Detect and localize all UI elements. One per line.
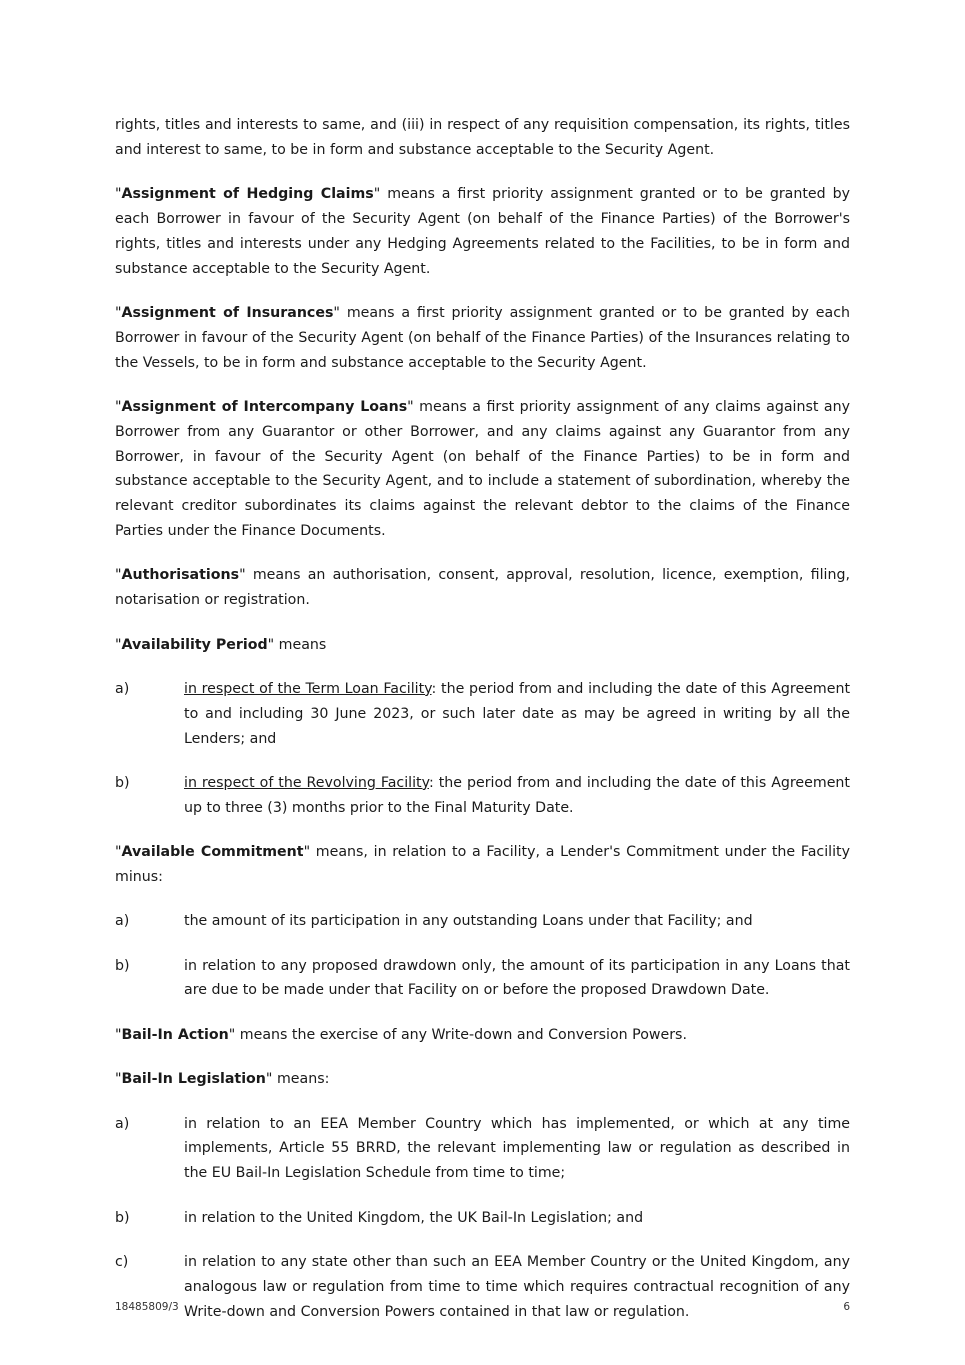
definition-assignment-of-insurances: "Assignment of Insurances" means a first priority assignment granted or to be granted by each Borrower in favour of the Security Agent (on behalf of the Finance Parties) of the Insurances relating to the Vessels, to be in form and substance acceptable to the Security Agent.	[115, 304, 850, 371]
list-item	[115, 1206, 850, 1231]
definition-bail-in-action: "Bail-In Action" means the exercise of any Write-down and Conversion Powers.	[115, 1026, 687, 1043]
definition-availability-period: "Availability Period" means	[115, 636, 327, 653]
list-item-text: : the period from and including the date of this Agreement up to three (3) months prior to the Final Maturity Date.	[184, 774, 850, 816]
footer-page-number: 6	[843, 1301, 850, 1313]
paragraph-continuation	[115, 113, 850, 163]
definition-text: means an authorisation, consent, approval, resolution, licence, exemption, filing, notarisation or registration.	[115, 567, 850, 609]
list-item	[115, 954, 850, 1004]
definition-text: means	[274, 636, 327, 653]
definition-assignment-of-intercompany-loans: "Assignment of Intercompany Loans" means a first priority assignment of any claims against any Borrower from any Guarantor or other Borrower, and any claims against any Guarantor from any Borrower, in favour of the Security Agent (on behalf of the Finance Parties) to be in form and substance acceptable to the Security Agent, and to include a statement of subordination, whereby the relevant creditor subordinates its claims against the relevant debtor to the claims of the Finance Parties under the Finance Documents.	[115, 398, 850, 539]
underlined-heading: in respect of the Term Loan Facility	[184, 680, 432, 697]
definition-bail-in-legislation: "Bail-In Legislation" means:	[115, 1071, 330, 1088]
definition-text: means a first priority assignment granted or to be granted by each Borrower in favour of the Security Agent (on behalf of the Finance Parties) of the Insurances relating to the Vessels, to be in form and substance acceptable to the Security Agent.	[115, 304, 850, 371]
list-item	[115, 1250, 850, 1324]
defined-term: Bail-In Legislation	[121, 1071, 266, 1088]
list-item-text: : the period from and including the date of this Agreement to and including 30 June 2023, or such later date as may be agreed in writing by all the Lenders; and	[184, 680, 851, 747]
list-item-label: b)	[115, 957, 130, 974]
list-item-text: in relation to any proposed drawdown only, the amount of its participation in any Loans that are due to be made under that Facility on or before the proposed Drawdown Date.	[184, 957, 850, 999]
list-item-label: b)	[115, 774, 130, 791]
defined-term: Available Commitment	[121, 844, 304, 861]
defined-term: Assignment of Hedging Claims	[121, 186, 374, 203]
list-item	[115, 909, 850, 934]
list-item-label: b)	[115, 1209, 130, 1226]
list-item	[115, 677, 850, 751]
definition-text: means a first priority assignment granted or to be granted by each Borrower in favour of the Security Agent (on behalf of the Finance Parties) of the Borrower's rights, titles and interests under any Hedging Agreements related to the Facilities, to be in form and substance acceptable to the Security Agent.	[115, 186, 850, 277]
list-item-text: in relation to any state other than such an EEA Member Country or the United Kingdom, any analogous law or regulation from time to time which requires contractual recognition of any Write-down and Conversion Powers contained in that law or regulation.	[184, 1254, 850, 1320]
list-item-text: the amount of its participation in any outstanding Loans under that Facility; and	[184, 913, 753, 930]
paragraph-text: rights, titles and interests to same, and (iii) in respect of any requisition compensation, its rights, titles and interest to same, to be in form and substance acceptable to the Security Agent.	[115, 117, 850, 158]
definition-assignment-of-hedging-claims: "Assignment of Hedging Claims" means a first priority assignment granted or to be granted by each Borrower in favour of the Security Agent (on behalf of the Finance Parties) of the Borrower's rights, titles and interests under any Hedging Agreements related to the Facilities, to be in form and substance acceptable to the Security Agent.	[115, 186, 850, 277]
definition-available-commitment: "Available Commitment" means, in relation to a Facility, a Lender's Commitment under the Facility minus:	[115, 844, 850, 885]
list-item-label: c)	[115, 1254, 129, 1270]
document-body	[115, 113, 850, 1344]
list-item-text: in relation to an EEA Member Country which has implemented, or which at any time implements, Article 55 BRRD, the relevant implementing law or regulation as described in the EU Bail-In Legislation Schedule from time to time;	[184, 1115, 850, 1182]
defined-term: Assignment of Intercompany Loans	[121, 398, 408, 415]
defined-term: Bail-In Action	[121, 1026, 229, 1043]
list-item-label: a)	[115, 1115, 130, 1132]
definition-authorisations: "Authorisations" means an authorisation, consent, approval, resolution, licence, exemption, filing, notarisation or registration.	[115, 567, 850, 609]
definition-text: means:	[272, 1071, 330, 1088]
list-item	[115, 771, 850, 821]
list-item-text: in relation to the United Kingdom, the UK Bail-In Legislation; and	[184, 1209, 644, 1226]
definition-text: means the exercise of any Write-down and Conversion Powers.	[235, 1026, 687, 1043]
defined-term: Availability Period	[121, 636, 268, 653]
footer-doc-ref: 18485809/3	[115, 1301, 179, 1313]
list-item	[115, 1112, 850, 1186]
definition-text: means a first priority assignment of any claims against any Borrower from any Guarantor or other Borrower, and any claims against any Guarantor from any Borrower, in favour of the Security Agent (on behalf of the Finance Parties) to be in form and substance acceptable to the Security Agent, and to include a statement of subordination, whereby the relevant creditor subordinates its claims against the relevant debtor to the claims of the Finance Parties under the Finance Documents.	[115, 398, 850, 539]
definition-text: means, in relation to a Facility, a Lender's Commitment under the Facility minus:	[115, 844, 850, 885]
defined-term: Authorisations	[121, 567, 240, 584]
list-item-label: a)	[115, 913, 130, 930]
list-item-label: a)	[115, 680, 130, 697]
defined-term: Assignment of Insurances	[121, 304, 334, 321]
underlined-heading: in respect of the Revolving Facility	[184, 774, 429, 791]
